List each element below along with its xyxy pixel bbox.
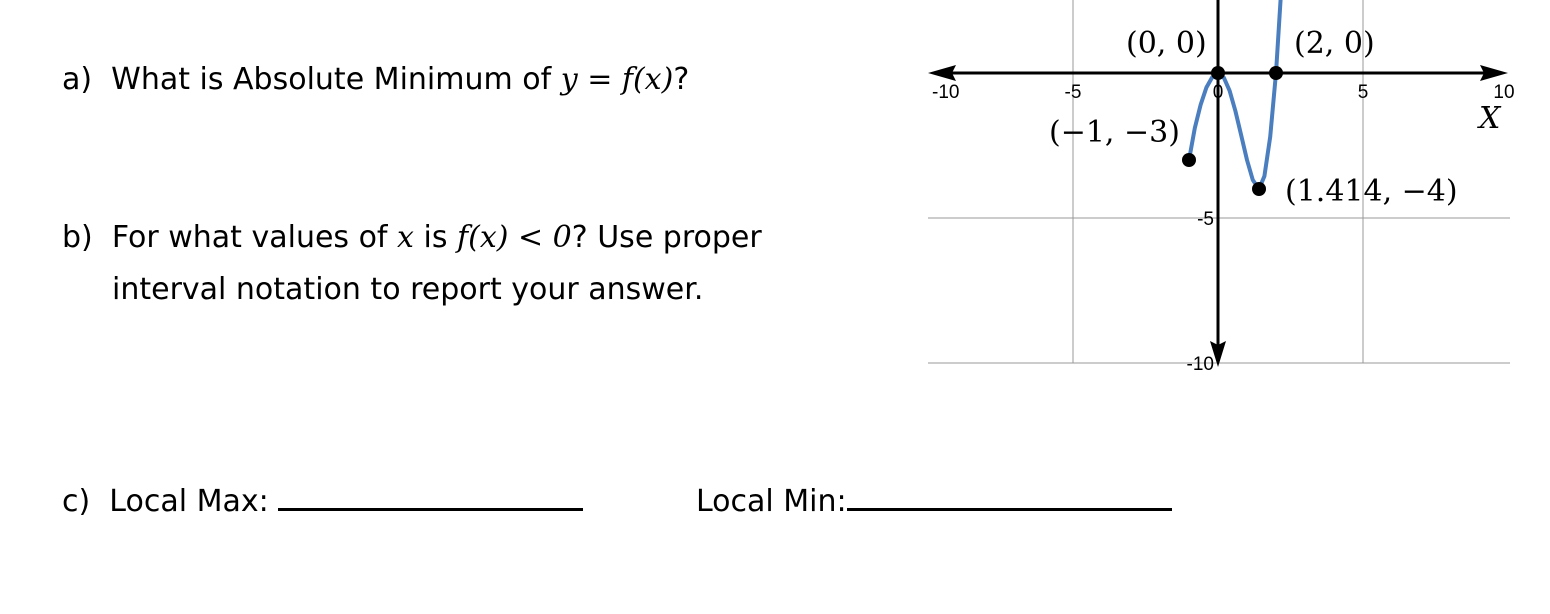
question-a [62,62,689,97]
question-b-text3: ? Use proper [571,220,762,255]
question-a-prefix: a) [62,62,93,97]
key-point-label: (1.414, −4) [1285,174,1458,209]
question-c-prefix: c) [62,484,91,519]
question-b [62,220,762,255]
x-axis-left-arrow [928,65,956,81]
question-b-text2: is [423,220,448,255]
key-point-dot [1269,66,1283,80]
question-b-math: f(x) < 0 [457,220,572,255]
tick-labels [932,82,1515,375]
local-max-answer-blank[interactable] [278,478,583,511]
key-point-label: (−1, −3) [1049,115,1180,150]
question-b-line2 [112,272,703,307]
x-tick-label: 5 [1357,82,1369,103]
key-point-label: (2, 0) [1294,26,1375,61]
local-max-label: Local Max: [109,484,269,519]
question-c [62,478,583,519]
x-tick-label: 10 [1493,82,1515,103]
local-min-label: Local Min: [696,484,847,519]
x-tick-label: -10 [932,82,960,103]
question-b-var: x [397,220,414,255]
key-point-dot [1211,66,1225,80]
key-point-dot [1252,182,1266,196]
x-tick-label: 0 [1212,82,1224,103]
function-graph [928,0,1515,375]
key-point-dot [1182,153,1196,167]
question-a-text: What is Absolute Minimum of [111,62,552,97]
local-min-group [696,478,1172,519]
question-a-math: y = f(x) [560,62,674,97]
y-tick-label: -10 [1186,354,1214,375]
x-tick-label: -5 [1064,82,1082,103]
question-a-end: ? [673,62,690,97]
y-tick-label: -5 [1197,209,1214,230]
x-axis-label: X [1479,101,1501,137]
local-min-answer-blank[interactable] [847,478,1172,511]
x-axis-right-arrow [1480,65,1508,81]
question-b-prefix: b) [62,220,93,255]
question-b-text1: For what values of [111,220,388,255]
question-b-line2-text: interval notation to report your answer. [112,272,704,307]
key-point-label: (0, 0) [1126,26,1207,61]
